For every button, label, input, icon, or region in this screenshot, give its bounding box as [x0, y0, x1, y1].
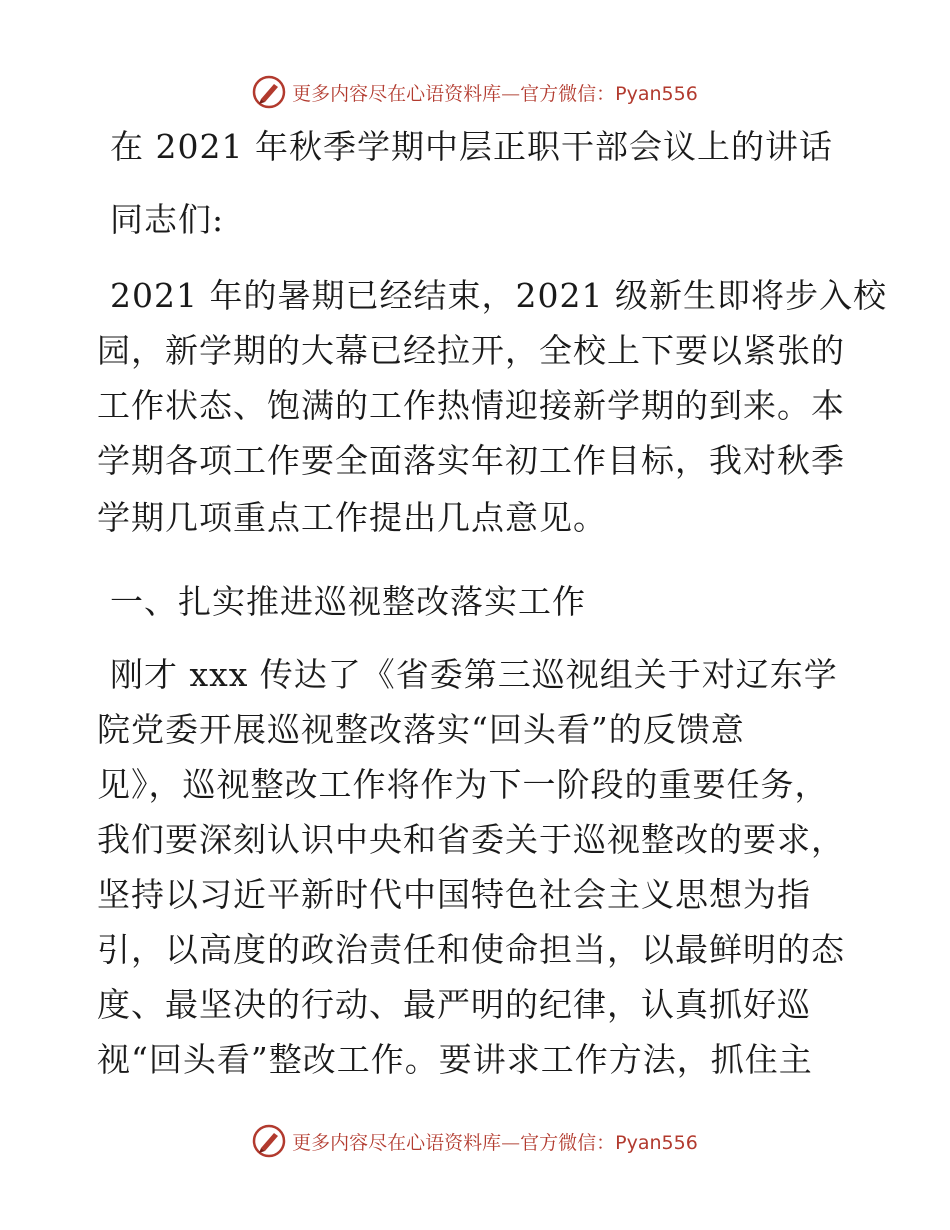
paragraph-line: 2021 年的暑期已经结束，2021 级新生即将步入校: [110, 276, 887, 315]
watermark-text: 更多内容尽在心语资料库—官方微信：Pyan556: [292, 82, 698, 105]
watermark-footer: [0, 1121, 950, 1161]
paragraph-line: 院党委开展巡视整改落实“回头看”的反馈意: [97, 710, 745, 749]
paragraph-line: 学期几项重点工作提出几点意见。: [97, 498, 607, 537]
pen-logo-icon: [252, 1124, 286, 1158]
paragraph-line: 见》，巡视整改工作将作为下一阶段的重要任务，: [97, 765, 829, 804]
paragraph-line: 度、最坚决的行动、最严明的纪律，认真抓好巡: [97, 985, 811, 1024]
paragraph-line: 引，以高度的政治责任和使命担当，以最鲜明的态: [97, 930, 845, 969]
paragraph-line: 刚才 xxx 传达了《省委第三巡视组关于对辽东学: [110, 655, 838, 694]
paragraph-line: 园，新学期的大幕已经拉开，全校上下要以紧张的: [97, 331, 845, 370]
paragraph-line: 学期各项工作要全面落实年初工作目标，我对秋季: [97, 441, 845, 480]
paragraph-line: 工作状态、饱满的工作热情迎接新学期的到来。本: [97, 386, 845, 425]
watermark-text: 更多内容尽在心语资料库—官方微信：Pyan556: [292, 1131, 698, 1154]
salutation: 同志们:: [110, 200, 225, 239]
paragraph-line: 视“回头看”整改工作。要讲求工作方法，抓住主: [97, 1040, 813, 1079]
paragraph-line: 坚持以习近平新时代中国特色社会主义思想为指: [97, 875, 811, 914]
document-title: 在 2021 年秋季学期中层正职干部会议上的讲话: [110, 127, 833, 166]
section-heading: 一、扎实推进巡视整改落实工作: [110, 582, 586, 621]
paragraph-line: 我们要深刻认识中央和省委关于巡视整改的要求，: [97, 820, 845, 859]
